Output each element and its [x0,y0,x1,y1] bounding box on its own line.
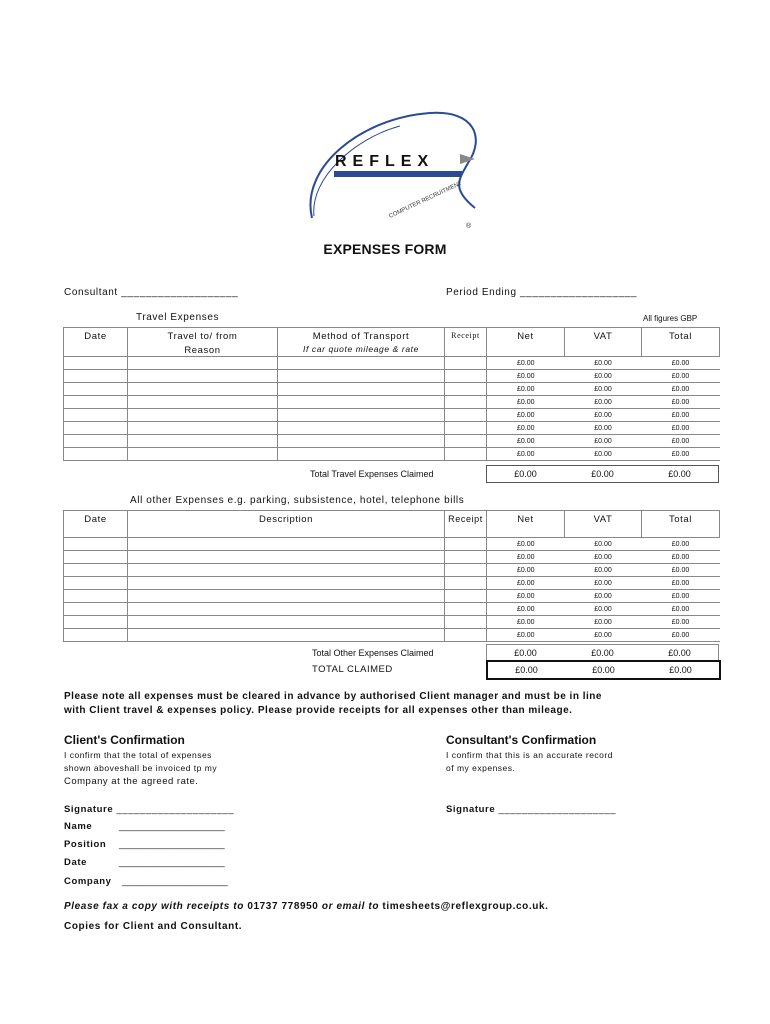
travel-row [64,357,720,370]
client-confirmation-heading: Client's Confirmation [64,733,185,747]
travel-total-cell: £0.00 [642,383,720,396]
travel-input-cell[interactable] [445,383,487,396]
travel-total-cell: £0.00 [642,396,720,409]
client-position-label: Position [64,839,107,850]
travel-col-receipt: Receipt [445,328,487,357]
travel-input-cell[interactable] [445,357,487,370]
other-total-net: £0.00 [514,647,537,658]
travel-total-box [486,465,719,483]
other-input-cell[interactable] [445,551,487,564]
other-input-cell[interactable] [128,538,445,551]
travel-vat-cell: £0.00 [565,422,642,435]
other-vat-cell: £0.00 [565,629,642,642]
other-col-vat: VAT [565,511,642,538]
other-input-cell[interactable] [64,577,128,590]
travel-vat-cell: £0.00 [565,396,642,409]
travel-input-cell[interactable] [128,370,278,383]
other-net-cell: £0.00 [487,564,565,577]
other-row [64,629,720,642]
other-input-cell[interactable] [128,616,445,629]
other-col-receipt: Receipt [445,511,487,538]
travel-col-net: Net [487,328,565,357]
other-total-vat: £0.00 [591,647,614,658]
total-claimed-box [486,660,721,680]
travel-total-cell: £0.00 [642,409,720,422]
other-net-cell: £0.00 [487,616,565,629]
other-row [64,603,720,616]
other-input-cell[interactable] [64,629,128,642]
other-input-cell[interactable] [64,590,128,603]
travel-input-cell[interactable] [64,357,128,370]
consultant-line: ___________________ [121,287,239,298]
travel-input-cell[interactable] [278,422,445,435]
other-section-label: All other Expenses e.g. parking, subsistence, hotel, telephone bills [130,495,465,506]
other-input-cell[interactable] [445,564,487,577]
logo-tagline: COMPUTER RECRUITMENT [388,180,464,220]
grand-total: £0.00 [669,665,692,675]
travel-input-cell[interactable] [64,370,128,383]
other-row [64,564,720,577]
travel-input-cell[interactable] [64,396,128,409]
consultant-signature-field[interactable]: Signature ____________________ [446,804,617,815]
other-input-cell[interactable] [445,616,487,629]
other-total-label: Total Other Expenses Claimed [312,648,434,658]
travel-input-cell[interactable] [278,370,445,383]
travel-total-cell: £0.00 [642,435,720,448]
travel-vat-cell: £0.00 [565,357,642,370]
travel-net-cell: £0.00 [487,396,565,409]
travel-input-cell[interactable] [278,448,445,461]
other-net-cell: £0.00 [487,538,565,551]
travel-input-cell[interactable] [278,409,445,422]
client-company-line[interactable]: ____________________ [122,876,228,887]
travel-col-vat: VAT [565,328,642,357]
other-input-cell[interactable] [128,603,445,616]
other-vat-cell: £0.00 [565,590,642,603]
fax-number: 01737 778950 [247,901,319,912]
travel-row [64,370,720,383]
copies-note: Copies for Client and Consultant. [64,921,243,932]
client-date-line[interactable]: ____________________ [119,857,225,868]
grand-vat: £0.00 [592,665,615,675]
other-col-total: Total [642,511,720,538]
other-total-cell: £0.00 [642,577,720,590]
other-input-cell[interactable] [64,564,128,577]
other-input-cell[interactable] [128,564,445,577]
travel-input-cell[interactable] [64,383,128,396]
other-input-cell[interactable] [64,538,128,551]
client-company-label: Company [64,876,112,887]
other-input-cell[interactable] [445,629,487,642]
travel-input-cell[interactable] [64,435,128,448]
total-claimed-label: TOTAL CLAIMED [312,664,393,675]
travel-input-cell[interactable] [128,396,278,409]
travel-row [64,422,720,435]
period-ending-field[interactable] [446,287,637,298]
other-vat-cell: £0.00 [565,577,642,590]
other-net-cell: £0.00 [487,629,565,642]
consultant-field[interactable] [64,287,238,298]
other-col-net: Net [487,511,565,538]
travel-input-cell[interactable] [278,396,445,409]
logo-brand-text: REFLEX [335,153,435,170]
travel-col-travel: Travel to/ from Reason [128,328,278,357]
travel-row [64,383,720,396]
other-row [64,538,720,551]
travel-vat-cell: £0.00 [565,409,642,422]
all-figures-label: All figures GBP [643,314,698,323]
travel-input-cell[interactable] [445,435,487,448]
travel-input-cell[interactable] [64,409,128,422]
other-expenses-table [63,510,720,642]
other-net-cell: £0.00 [487,551,565,564]
other-total-cell: £0.00 [642,538,720,551]
travel-net-cell: £0.00 [487,357,565,370]
travel-net-cell: £0.00 [487,448,565,461]
travel-input-cell[interactable] [445,396,487,409]
travel-input-cell[interactable] [278,357,445,370]
travel-total-vat: £0.00 [591,469,614,479]
other-total-cell: £0.00 [642,616,720,629]
travel-input-cell[interactable] [445,422,487,435]
client-confirmation-text: I confirm that the total of expenses shown aboveshall be invoiced tp my Company at the agreed rate. [64,750,218,787]
client-signature-field[interactable]: Signature ____________________ [64,804,235,815]
client-date-label: Date [64,857,87,868]
page-title: EXPENSES FORM [323,241,447,257]
fax-email-line: Please fax a copy with receipts to 01737 778950 or email to timesheets@reflexgroup.co.uk. [64,901,549,912]
other-net-cell: £0.00 [487,590,565,603]
travel-total-cell: £0.00 [642,370,720,383]
other-input-cell[interactable] [445,538,487,551]
travel-net-cell: £0.00 [487,370,565,383]
other-row [64,590,720,603]
travel-net-cell: £0.00 [487,383,565,396]
other-input-cell[interactable] [128,577,445,590]
travel-vat-cell: £0.00 [565,383,642,396]
email-address: timesheets@reflexgroup.co.uk. [382,901,549,912]
client-position-line[interactable]: ____________________ [119,839,225,850]
travel-row [64,409,720,422]
travel-row [64,396,720,409]
other-total-cell: £0.00 [642,564,720,577]
other-input-cell[interactable] [128,551,445,564]
other-col-date: Date [64,511,128,538]
period-line: ___________________ [520,287,638,298]
travel-input-cell[interactable] [445,448,487,461]
travel-net-cell: £0.00 [487,422,565,435]
other-vat-cell: £0.00 [565,538,642,551]
travel-total-net: £0.00 [514,469,537,479]
other-vat-cell: £0.00 [565,564,642,577]
grand-net: £0.00 [515,665,538,675]
other-input-cell[interactable] [128,629,445,642]
travel-row [64,448,720,461]
other-col-description: Description [128,511,445,538]
other-row [64,577,720,590]
travel-vat-cell: £0.00 [565,370,642,383]
other-total-cell: £0.00 [642,629,720,642]
travel-total-cell: £0.00 [642,357,720,370]
other-input-cell[interactable] [64,603,128,616]
consultant-label: Consultant [64,287,118,298]
other-input-cell[interactable] [445,590,487,603]
other-row [64,551,720,564]
travel-total-label: Total Travel Expenses Claimed [310,469,434,479]
other-total-box [486,644,719,661]
travel-section-label: Travel Expenses [136,312,220,323]
travel-col-date: Date [64,328,128,357]
other-vat-cell: £0.00 [565,603,642,616]
other-row [64,616,720,629]
registered-mark: ® [466,223,472,230]
other-total-cell: £0.00 [642,590,720,603]
travel-total-cell: £0.00 [642,422,720,435]
travel-input-cell[interactable] [128,409,278,422]
policy-note: Please note all expenses must be cleared in advance by authorised Client manager and must be in line with Client travel & expenses policy. Please provide receipts for all expenses other than mileage. [64,691,602,716]
travel-input-cell[interactable] [445,370,487,383]
reflex-logo [300,108,490,236]
travel-net-cell: £0.00 [487,435,565,448]
travel-col-total: Total [642,328,720,357]
travel-row [64,435,720,448]
other-input-cell[interactable] [128,590,445,603]
travel-input-cell[interactable] [128,357,278,370]
travel-net-cell: £0.00 [487,409,565,422]
travel-input-cell[interactable] [128,422,278,435]
travel-input-cell[interactable] [278,435,445,448]
travel-total-cell: £0.00 [642,448,720,461]
travel-total-total: £0.00 [668,469,691,479]
period-label: Period Ending [446,287,517,298]
other-input-cell[interactable] [445,603,487,616]
travel-input-cell[interactable] [64,422,128,435]
travel-input-cell[interactable] [128,448,278,461]
travel-col-method: Method of Transport If car quote mileage & rate [278,328,445,357]
travel-input-cell[interactable] [128,383,278,396]
consultant-confirmation-text: I confirm that this is an accurate record of my expenses. [446,750,613,773]
travel-expenses-table [63,327,720,461]
other-input-cell[interactable] [64,551,128,564]
other-input-cell[interactable] [64,616,128,629]
consultant-confirmation-heading: Consultant's Confirmation [446,733,597,747]
other-net-cell: £0.00 [487,577,565,590]
other-net-cell: £0.00 [487,603,565,616]
other-input-cell[interactable] [445,577,487,590]
other-total-cell: £0.00 [642,603,720,616]
client-name-label: Name [64,821,93,832]
other-total-total: £0.00 [668,647,691,658]
other-vat-cell: £0.00 [565,551,642,564]
client-name-line[interactable]: ____________________ [119,821,225,832]
travel-vat-cell: £0.00 [565,435,642,448]
travel-input-cell[interactable] [445,409,487,422]
travel-input-cell[interactable] [64,448,128,461]
travel-input-cell[interactable] [278,383,445,396]
other-total-cell: £0.00 [642,551,720,564]
other-vat-cell: £0.00 [565,616,642,629]
travel-input-cell[interactable] [128,435,278,448]
travel-vat-cell: £0.00 [565,448,642,461]
